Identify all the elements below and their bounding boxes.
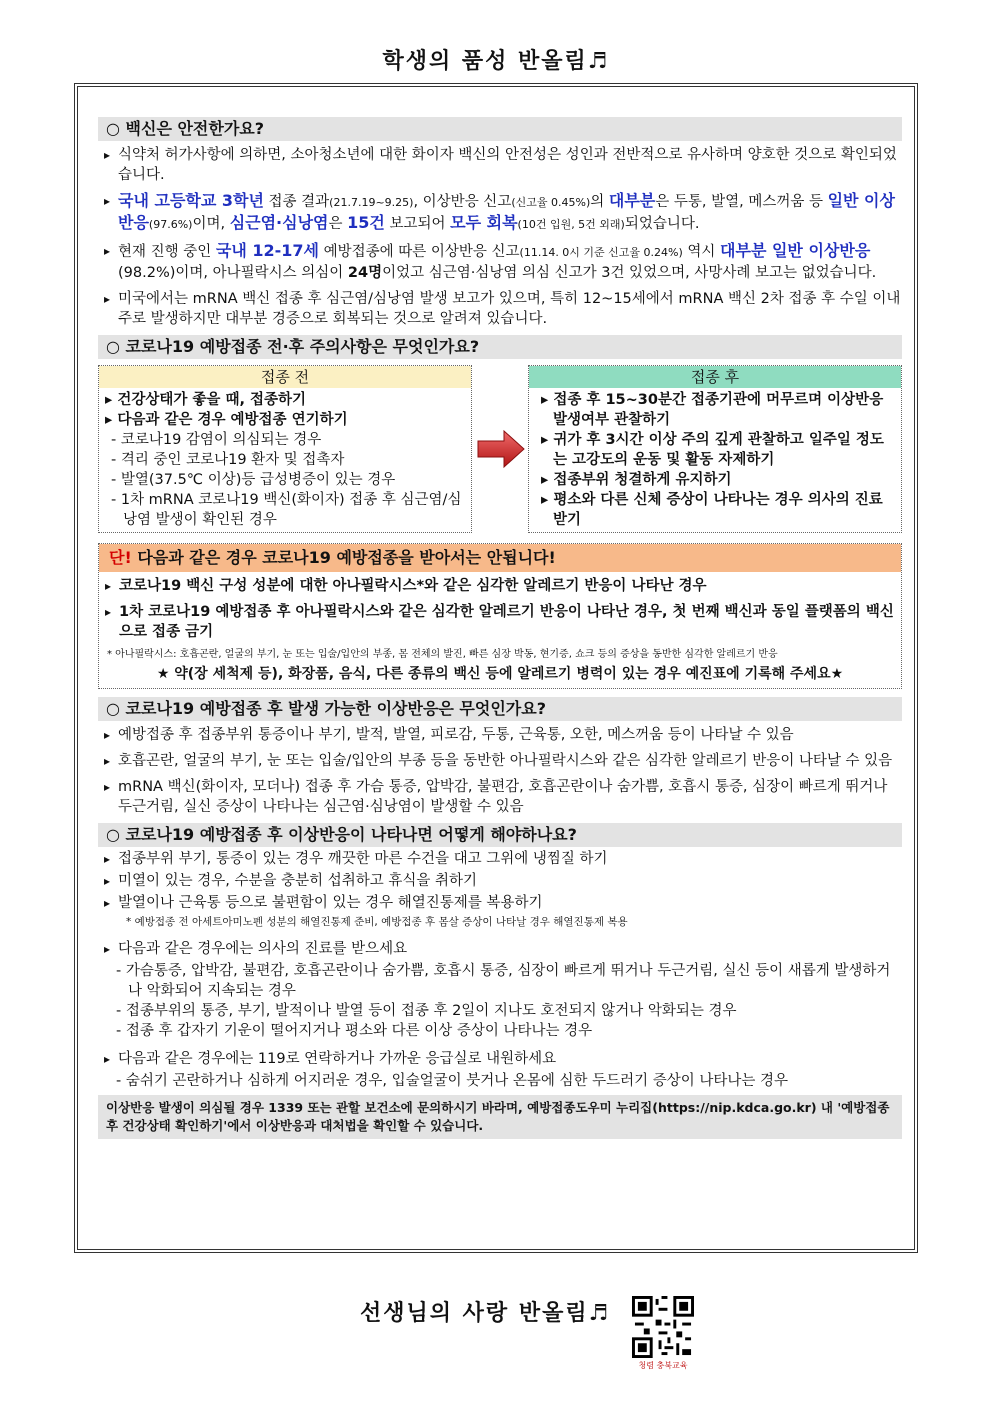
footer-title: 선생님의 사랑 반올림♬	[360, 1301, 611, 1326]
safety-paragraph-4: ▸ 미국에서는 mRNA 백신 접종 후 심근염/심낭염 발생 보고가 있으며, 특히 12~15세에서 mRNA 백신 2차 접종 후 수일 이내 주로 발생하지만 대부분 경증으로 회복되는 것으로 알려져 있습니다.	[98, 289, 902, 329]
text: 보고되어	[384, 216, 451, 232]
text: (10건 입원, 5건 외래)	[517, 218, 625, 231]
before-item: - 발열(37.5℃ 이상)등 급성병증이 있는 경우	[111, 472, 396, 488]
text: 이며,	[192, 216, 230, 232]
side-effect-item: ▸ mRNA 백신(화이자, 모더나) 접종 후 가슴 통증, 압박감, 불편감, 호흡곤란이나 숨가쁨, 호흡시 통증, 심장이 빠르게 뛰거나 두근거림, 실신 증상이 나타나는 심근염·심낭염이 발생할 수 있음	[98, 777, 902, 817]
response-subitem: - 숨쉬기 곤란하거나 심하게 어지러운 경우, 입술얼굴이 붓거나 온몸에 심한 두드러기 증상이 나타나는 경우	[116, 1073, 789, 1089]
right-arrow-icon	[476, 429, 526, 469]
text: 현재 진행 중인	[118, 244, 216, 260]
highlight: 15건	[347, 213, 385, 232]
text: (21.7.19~9.25)	[329, 196, 414, 209]
highlight: 모두 회복	[450, 213, 518, 232]
text: 의	[590, 194, 609, 210]
response-item: ▸ 다음과 같은 경우에는 의사의 진료를 받으세요	[98, 939, 902, 959]
contact-info: 이상반응 발생이 의심될 경우 1339 또는 관할 보건소에 문의하시기 바라며, 예방접종도우미 누리집(https://nip.kdca.go.kr) 내 '예방접종 후 건강상태 확인하기'에서 이상반응과 대처법을 확인할 수 있습니다.	[98, 1095, 902, 1139]
side-effect-item: ▸ 예방접종 후 접종부위 통증이나 부기, 발적, 발열, 피로감, 두통, 근육통, 오한, 메스꺼움 등이 나타날 수 있음	[98, 725, 902, 745]
anaphylaxis-note: * 아나필락시스: 호흡곤란, 얼굴의 부기, 눈 또는 입술/입안의 부종, 몸 전체의 발진, 빠른 심장 박동, 현기증, 쇼크 등의 증상을 동반한 심각한 알레르기 반응	[107, 649, 778, 660]
after-item: ▸ 접종부위 청결하게 유지하기	[541, 472, 732, 488]
response-item: ▸ 다음과 같은 경우에는 119로 연락하거나 가까운 응급실로 내원하세요	[98, 1049, 902, 1069]
text: 24명	[347, 265, 383, 281]
before-title: 접종 전	[99, 366, 471, 388]
response-subitem: - 가슴통증, 압박감, 불편감, 호흡곤란이나 숨가쁨, 호흡시 통증, 심장이 빠르게 뛰거나 두근거림, 실신 등이 새롭게 발생하거나 악화되어 지속되는 경우	[116, 963, 891, 999]
highlight: 심근염·심낭염	[229, 213, 329, 232]
response-subitem: - 접종부위의 통증, 부기, 발적이나 발열 등이 접종 후 2일이 지나도 호전되지 않거나 악화되는 경우	[116, 1003, 737, 1019]
text: 은 두통, 발열, 메스꺼움 등	[655, 194, 828, 210]
content-inner	[98, 115, 902, 1139]
section-heading-response: ○ 코로나19 예방접종 후 이상반응이 나타나면 어떻게 해야하나요?	[98, 823, 902, 847]
text: (11.14. 0시 기준 신고율 0.24%)	[519, 246, 683, 259]
before-item: ▸ 다음과 같은 경우 예방접종 연기하기	[105, 412, 348, 428]
after-title: 접종 후	[529, 366, 901, 388]
allergy-notice: ★ 약(장 세척제 등), 화장품, 음식, 다른 종류의 백신 등에 알레르기 병력이 있는 경우 예진표에 기록해 주세요★	[156, 666, 844, 682]
text: (98.2%)이며, 아나필락시스 의심이	[118, 265, 348, 281]
section-heading-side-effects: ○ 코로나19 예방접종 후 발생 가능한 이상반응은 무엇인가요?	[98, 697, 902, 721]
contraindication-item: ▸ 코로나19 백신 구성 성분에 대한 아나필락시스*와 같은 심각한 알레르기 반응이 나타난 경우	[99, 576, 901, 596]
precautions-columns	[98, 365, 902, 537]
content-frame	[74, 83, 918, 1253]
section-heading-precautions: ○ 코로나19 예방접종 전·후 주의사항은 무엇인가요?	[98, 335, 902, 359]
response-item: ▸ 미열이 있는 경우, 수분을 충분히 섭취하고 휴식을 취하기	[98, 871, 902, 891]
text: 역시	[682, 244, 721, 260]
contraindication-box	[98, 543, 902, 689]
response-subitem: - 접종 후 갑자기 기운이 떨어지거나 평소와 다른 이상 증상이 나타나는 경우	[116, 1023, 593, 1039]
after-item: ▸ 접종 후 15~30분간 접종기관에 머무르며 이상반응 발생여부 관찰하기	[541, 392, 884, 428]
after-item: ▸ 평소와 다른 신체 증상이 나타나는 경우 의사의 진료 받기	[541, 492, 883, 528]
after-item: ▸ 귀가 후 3시간 이상 주의 깊게 관찰하고 일주일 정도는 고강도의 운동 및 활동 자제하기	[541, 432, 884, 468]
response-item: ▸ 접종부위 부기, 통증이 있는 경우 깨끗한 마른 수건을 대고 그위에 냉찜질 하기	[98, 849, 902, 869]
highlight: 대부분 일반 이상반응	[720, 241, 871, 260]
text: (신고율 0.45%)	[511, 196, 591, 209]
highlight-grade: 국내 고등학교 3학년	[118, 191, 264, 210]
text: 이었고 심근염·심낭염 의심 신고가 3건 있었으며, 사망사례 보고는 없었습니다.	[382, 265, 877, 281]
text: 예방접종에 따른 이상반응 신고	[319, 244, 520, 260]
highlight: 일반 이상반응	[118, 191, 895, 232]
contraindication-heading	[99, 544, 901, 572]
response-item: ▸ 발열이나 근육통 등으로 불편함이 있는 경우 해열진통제를 복용하기	[98, 893, 902, 913]
text: 접종 결과	[263, 194, 330, 210]
text: 되었습니다.	[624, 216, 700, 232]
text: 은	[328, 216, 348, 232]
qr-caption: 청렴 충북교육	[638, 1361, 688, 1370]
before-item: - 코로나19 감염이 의심되는 경우	[111, 432, 322, 448]
highlight: 국내 12-17세	[215, 241, 319, 260]
page-title: 학생의 품성 반올림♬	[382, 49, 610, 74]
qr-code-icon	[632, 1296, 694, 1358]
safety-paragraph-3	[98, 241, 902, 283]
safety-paragraph-2	[98, 191, 902, 235]
after-vaccination-box	[528, 365, 902, 533]
before-item: - 1차 mRNA 코로나19 백신(화이자) 접종 후 심근염/심낭염 발생이 확인된 경우	[111, 492, 462, 528]
before-item: - 격리 중인 코로나19 환자 및 접촉자	[111, 452, 345, 468]
before-vaccination-box	[98, 365, 472, 533]
contraindication-item: ▸ 1차 코로나19 예방접종 후 아나필락시스와 같은 심각한 알레르기 반응이 나타난 경우, 첫 번째 백신과 동일 플랫폼의 백신으로 접종 금기	[99, 602, 901, 642]
text: 다음과 같은 경우 코로나19 예방접종을 받아서는 안됩니다!	[131, 548, 556, 567]
warning-mark: 단!	[109, 548, 132, 567]
section-heading-safety: ○ 백신은 안전한가요?	[98, 117, 902, 141]
antipyretic-note: * 예방접종 전 아세트아미노펜 성분의 해열진통제 준비, 예방접종 후 몸살 증상이 나타날 경우 해열진통제 복용	[126, 916, 628, 928]
safety-paragraph-1: ▸ 식약처 허가사항에 의하면, 소아청소년에 대한 화이자 백신의 안전성은 성인과 전반적으로 유사하며 양호한 것으로 확인되었습니다.	[98, 145, 902, 185]
side-effect-item: ▸ 호흡곤란, 얼굴의 부기, 눈 또는 입술/입안의 부종 등을 동반한 아나필락시스와 같은 심각한 알레르기 반응이 나타날 수 있음	[98, 751, 902, 771]
highlight: 대부분	[608, 191, 656, 210]
text: , 이상반응 신고	[413, 194, 512, 210]
before-item: ▸ 건강상태가 좋을 때, 접종하기	[105, 392, 307, 408]
text: (97.6%)	[148, 218, 193, 231]
